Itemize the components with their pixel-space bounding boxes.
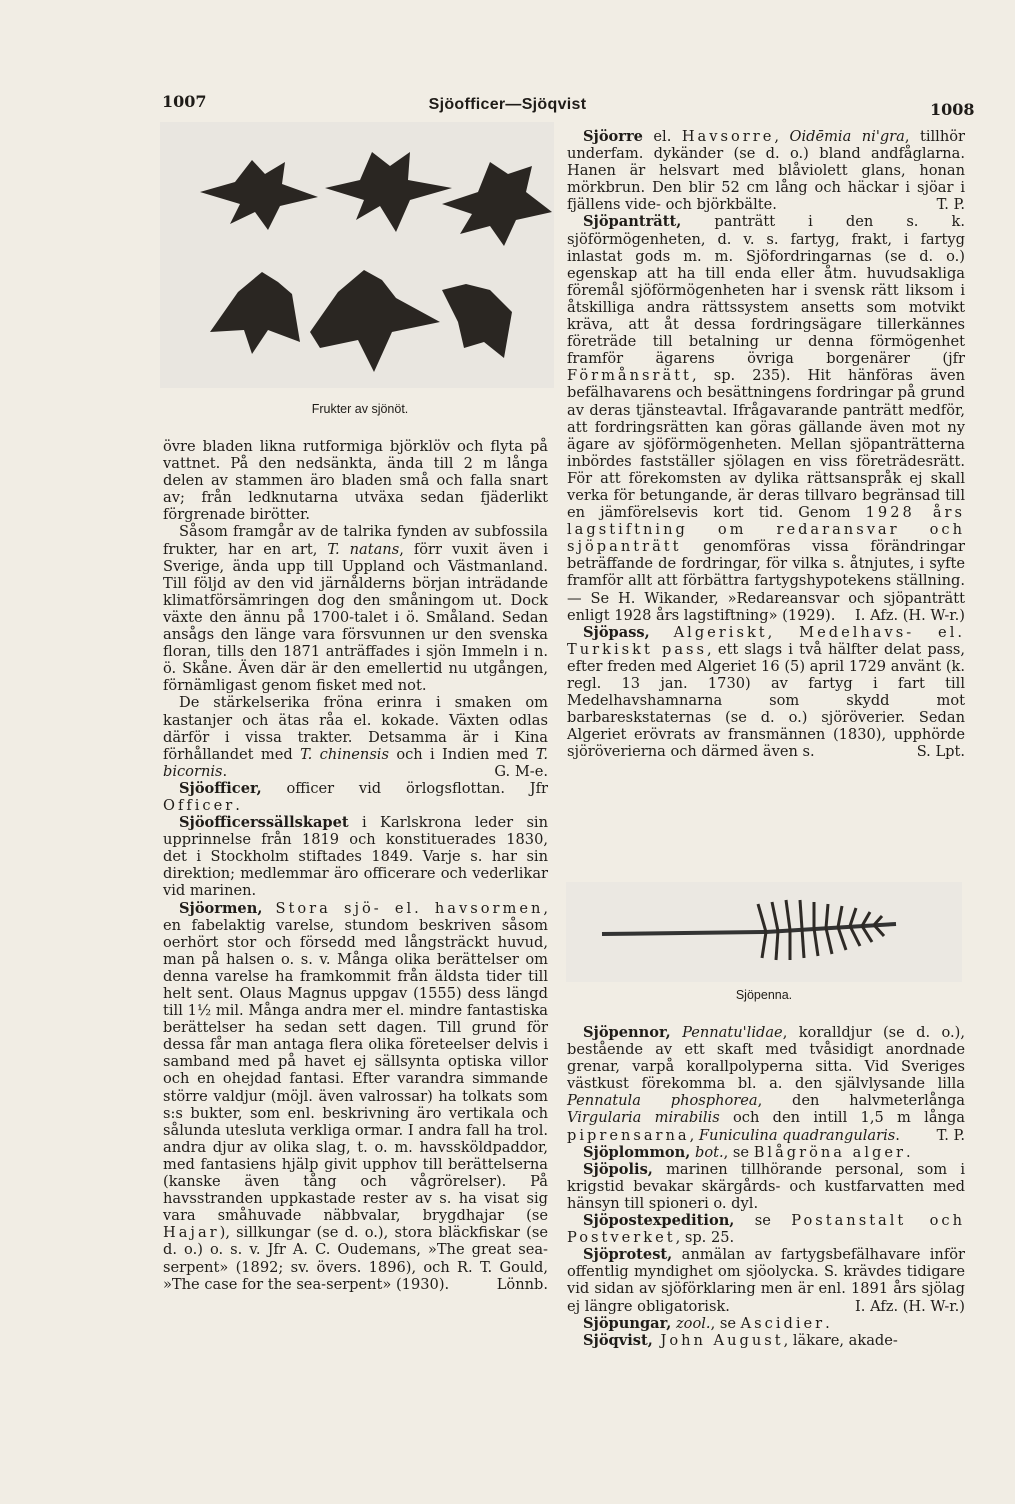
author-signature: Lönnb.: [496, 1275, 548, 1293]
paragraph: övre bladen likna rutformiga björklöv och flyta på vattnet. På den nedsänkta, ända till 2 m långa delen av stammen äro bladen små och falla snart av; från ledknutarna utväxa sedan fjäderlikt förgrenade birötter.: [163, 438, 548, 524]
entry-sjopantratt: Sjöpanträtt, panträtt i den s. k. sjöförmögenheten, d. v. s. fartyg, frakt, i fartyg inlastat gods m. m. Sjöfordringarnas (se d. o.) egenskap att ha till enda eller åtm. huvudsakliga föremål sjöförmögenheten har i svensk rätt liksom i åtskilliga andra rättssystem ansetts som motvikt kräva, att åt dessa fordringsägare tillerkännes företräde till betalning ur denna förmögenhet framför ägarens övriga borgenärer (jfr Förmånsrätt, sp. 235). Hit hänföras även befälhavarens och besättningens fordringar på grund av deras tjänsteavtal. Ifrågavarande panträtt medför, att fordringsrätten kan göras gällande även mot ny ägare av sjöförmögenheten. Mellan sjöpanträtterna inbördes fastställer sjölagen en viss företrädesrätt. För att förekomsten av dylika rättsanspråk ej skall verka för betungande, är deras tillvaro begränsad till en jämförelsevis kort tid. Genom 1928 års lagstiftning om redaransvar och sjöpanträtt genomföras vissa förändringar beträffande de fordringar, för vilka s. åtnjutes, i syfte framför allt att förbättra fartygshypotekens ställning. — Se H. Wikander, »Redareansvar och sjöpanträtt enligt 1928 års lagstiftning» (1929). I. Afz. (H. W-r.): [567, 213, 965, 624]
author-signature: S. Lpt.: [916, 743, 965, 761]
entry-sjoofficerssallskapet: Sjöofficerssällskapet i Karlskrona leder sin upprinnelse från 1819 och konstituerades 1830, det i Stockholm stiftades 1849. Varje s. har sin direktion; medlemmar äro officerare och vederlikar vid marinen.: [163, 814, 548, 900]
entry-sjopass: Sjöpass, Algeriskt, Medelhavs- el. Turkiskt pass, ett slags i två hälfter delat pass, efter freden med Algeriet 16 (5) april 1729 använt (k. regl. 13 jan. 1730) av fartyg i fart till Medelhavshamnarna som skydd mot barbareskstaternas (se d. o.) sjöröverier. Sedan Algeriet erövrats av fransmännen (1830), upphörde sjöröverierna och därmed även s. S. Lpt.: [567, 623, 965, 761]
entry-sjoplommon: Sjöplommon, bot., se Blågröna alger.: [583, 1143, 911, 1161]
water-chestnut-fruits-photo: [160, 122, 554, 388]
page-number-right: 1008: [930, 100, 975, 119]
left-column: [163, 438, 548, 1293]
author-signature: G. M-e.: [494, 762, 548, 780]
fruit-5: [310, 270, 440, 372]
figure-caption-fruits: Frukter av sjönöt.: [311, 402, 409, 416]
sea-pen-illustration: [566, 882, 962, 982]
entry-sjoormen: Sjöormen, Stora sjö- el. havsormen, en fabelaktig varelse, stundom beskriven såsom oerhört stor och försedd med långsträckt huvud, man på halsen o. s. v. Många olika berättelser om denna varelse ha framkommit från äldsta tider till helt sent. Olaus Magnus uppgav (1555) dess längd till 1½ mil. Många andra mer el. mindre fantastiska berättelser ha sedan sett dagen. Till grund för dessa får man antaga flera olika företeelser delvis i samband med på havet ej sällsynta optiska villor och en ohejdad fantasi. Efter varandra simmande större valdjur (möjl. även valrossar) ha tolkats som s:s bukter, som enl. beskrivning äro vertikala och sålunda utesluta verkliga ormar. I andra fall ha trol. andra djur av olika slag, t. o. m. havssköldpaddor, med fantasiens hjälp givit upphov till berättelserna (kanske även tång och vågrörelser). På havsstranden uppkastade rester av s. ha visat sig vara småhuvade näbbvalar, brygdhajar (se Hajar), sillkungar (se d. o.), stora bläckfiskar (se d. o.) o. s. v. Jfr A. C. Oudemans, »The great sea-serpent» (1892; sv. övers. 1896), och R. T. Gould, »The case for the sea-serpent» (1930). Lönnb.: [163, 899, 548, 1293]
entry-sjoprotest: Sjöprotest, anmälan av fartygsbefälhavare inför offentlig myndighet om sjöolycka. S. krävdes tidigare vid sidan av sjöförklaring men är enl. 1891 års sjölag ej längre obligatorisk. I. Afz. (H. W-r.): [567, 1246, 965, 1315]
paragraph: De stärkelserika fröna erinra i smaken om kastanjer och ätas råa el. kokade. Växten odlas därför i vissa trakter. Detsamma är i Kina förhållandet med T. chinensis och i Indien med T. bicornis. G. M-e.: [163, 694, 549, 780]
page-number-left: 1007: [162, 92, 207, 111]
entry-sjopungar: Sjöpungar, zool., se Ascidier.: [583, 1314, 830, 1332]
fruit-2: [325, 152, 452, 232]
sea-pen-photo: [566, 882, 962, 982]
entry-sjopostexpedition: Sjöpostexpedition, se Postanstalt och Postverket, sp. 25.: [567, 1212, 965, 1247]
entry-sjopolis: Sjöpolis, marinen tillhörande personal, som i krigstid bevakar skärgårds- och kustfarvatten med hänsyn till spioneri o. dyl.: [567, 1160, 965, 1212]
fruit-1: [200, 160, 318, 230]
fruits-illustration: [160, 122, 554, 388]
fruit-4: [210, 272, 300, 354]
entry-sjoqvist: Sjöqvist, John August, läkare, akade-: [583, 1331, 898, 1349]
right-column-top: [567, 128, 965, 760]
entry-sjopennor: Sjöpennor, Pennatu'lidae, koralldjur (se d. o.), bestående av ett skaft med tvåsidigt anordnade grenar, varpå korallpolyperna sitta. Vid Sveriges västkust förekomma bl. a. den självlysande lilla Pennatula phosphorea, den halvmeterlånga Virgularia mirabilis och den intill 1,5 m långa piprensarna, Funiculina quadrangularis. T. P.: [567, 1024, 965, 1144]
entry-sjoorre: Sjöorre el. Havsorre, Oidēmia ni'gra, tillhör underfam. dykänder (se d. o.) bland andfåglarna. Hanen är helsvart med blåviolett glans, honan mörkbrun. Den blir 52 cm lång och häckar i sjöar i fjällens vide- och björkbälte. T. P.: [567, 128, 965, 214]
running-head: Sjöofficer—Sjöqvist: [428, 96, 587, 113]
entry-sjoofficer: Sjöofficer, officer vid örlogsflottan. Jfr Officer.: [163, 779, 548, 814]
paragraph: Såsom framgår av de talrika fynden av subfossila frukter, har en art, T. natans, förr vuxit även i Sverige, ända upp till Uppland och Västmanland. Till följd av den vid järnålderns början inträdande klimatförsämringen dog den småningom ut. Dock växte den ännu på 1700-talet i ö. Småland. Sedan ansågs den länge vara försvunnen ur den svenska floran, tills den 1871 anträffades i sjön Immeln i n. ö. Skåne. Även där är den emellertid nu utgången, förnämligast genom fisket med not.: [163, 523, 549, 695]
right-column-bottom: [567, 1024, 965, 1349]
author-signature: I. Afz. (H. W-r.): [855, 1297, 965, 1315]
author-signature: T. P.: [936, 1126, 965, 1144]
fruit-6: [442, 284, 512, 358]
figure-caption-sea-pen: Sjöpenna.: [735, 988, 793, 1002]
fruit-3: [442, 162, 552, 246]
author-signature: I. Afz. (H. W-r.): [855, 606, 965, 624]
author-signature: T. P.: [936, 196, 965, 214]
